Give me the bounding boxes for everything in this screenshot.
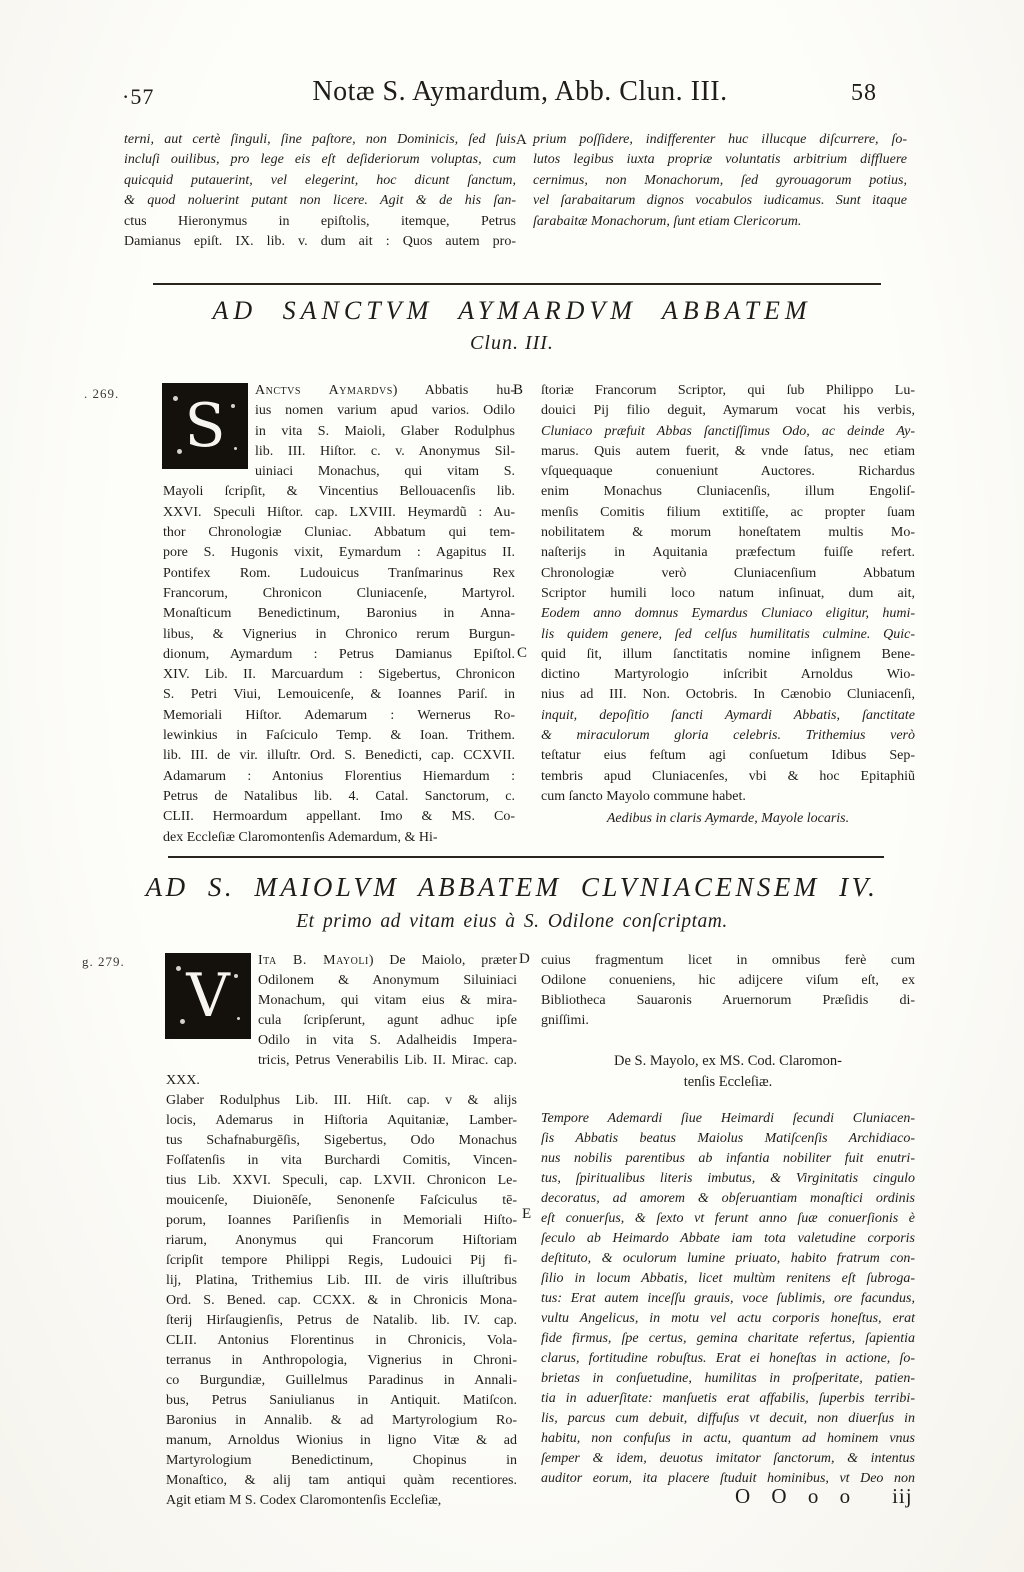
text-line: lij, Platina, Trithemius Lib. III. de viris illuſtribus xyxy=(166,1273,517,1288)
section-divider-rule xyxy=(168,856,884,858)
text-line: porum, Ioannes Pariſienſis in Memoriali Hiſto- xyxy=(166,1213,517,1228)
text-line: ſterij Hirſaugienſis, Petrus de Natalib. lib. IV. cap. xyxy=(166,1313,517,1328)
text-line: eſt conuerſus, & ſexto vt ferunt anno ſuæ conuerſionis è xyxy=(541,1211,915,1226)
ms-excerpt-paragraph xyxy=(541,1109,915,1489)
text-line: uiniaci Monachus, qui vitam S. xyxy=(255,464,515,480)
text-line: nius ad III. Non. Octobris. In Cænobio Cluniacenſi, xyxy=(541,687,915,703)
intro-left-column xyxy=(124,130,516,252)
text-line: locis, Ademarus in Hiſtoria Aquitaniæ, Lamber- xyxy=(166,1113,517,1128)
text-line: Ord. S. Bened. cap. CCXX. & in Chronicis Mona- xyxy=(166,1293,517,1308)
section2-right-column xyxy=(541,951,915,1489)
text-line: naſterijs in Aquitania præfectum fuiſſe refert. xyxy=(541,545,915,561)
text-line: Damianus epiſt. IX. lib. v. dum ait : Quos autem pro- xyxy=(124,234,516,250)
text-line: Francorum, Chronicon Cluniacenſe, Martyrol. xyxy=(163,585,515,601)
text-line: libus, & Vignerius in Chronico rerum Burgun- xyxy=(163,626,515,642)
text-line: nus nobilis parentibus ab infantia nobiliter fuit enutri- xyxy=(541,1151,915,1166)
text-line: cula ſcripſerunt, agunt adhuc ipſe xyxy=(258,1013,517,1028)
text-line: ſtoriæ Francorum Scriptor, qui ſub Philippo Lu- xyxy=(541,383,915,398)
text-line: tenſis Eccleſiæ. xyxy=(683,1074,773,1090)
section1-left-column xyxy=(163,381,515,848)
text-line: S. Petri Viui, Lemouicenſe, & Ioannes Pariſ. in xyxy=(163,687,515,703)
section-divider-rule xyxy=(153,283,881,285)
text-line: terni, aut certè ſinguli, ſine paſtore, non Dominicis, ſed ſuis xyxy=(124,132,516,147)
text-line: auditor eorum, ita placere ſtuduit hominibus, vt Deo non xyxy=(541,1471,915,1486)
column-marker-e: E xyxy=(522,1206,532,1222)
text-line: vultu Angelicus, in motu vel actu corporis honeſtus, erat xyxy=(541,1311,915,1326)
text-line: tus: Erat autem inceſſu grauis, voce ſublimis, ore facundus, xyxy=(541,1291,915,1306)
text-line: Tempore Ademardi ſiue Heimardi ſecundi Cluniacen- xyxy=(541,1111,915,1126)
epitaph-verse-line: Aedibus in claris Aymarde, Mayole locaris. xyxy=(606,811,850,827)
text-line: ſilio in locum Abbatis, licet multùm renitens eſt ſubroga- xyxy=(541,1271,915,1286)
column-marker-d: D xyxy=(519,951,530,967)
margin-note-269: . 269. xyxy=(84,386,120,401)
text-line: in vita S. Maioli, Glaber Rodulphus xyxy=(255,423,515,439)
ms-source-subheading xyxy=(541,1051,915,1093)
text-line: bus, Petrus Saniulianus in Antiquit. Matiſcon. xyxy=(166,1393,517,1408)
text-line: marus. Quis autem fuerit, & vnde ſatus, nec etiam xyxy=(541,443,915,459)
text-line: Baronius in Annalib. & ad Martyrologium Ro- xyxy=(166,1413,517,1428)
text-line: Ita B. Mayoli) De Maiolo, præter xyxy=(258,953,517,968)
drop-cap-initial-s xyxy=(163,384,247,468)
text-line: ſis Abbatis beatus Maiolus Matiſcenſis Archidiaco- xyxy=(541,1131,915,1146)
text-line: Memoriali Hiſtor. Ademarum : Wernerus Ro- xyxy=(163,707,515,723)
signature-line xyxy=(735,1484,913,1509)
text-line: lutos legibus iuxta propriæ voluntatis arbitrium diffluere xyxy=(533,152,907,168)
text-line: incluſi ouilibus, pro lege eis eſt deſideriorum voluptas, cum xyxy=(124,152,516,168)
text-line: Odilonem & Anonymum Siluiniaci xyxy=(258,973,517,988)
text-line: dex Eccleſiæ Claromontenſis Ademardum, & Hi- xyxy=(163,829,438,845)
text-line: Scriptor humili loco natum inſinuat, dum ait, xyxy=(541,585,915,601)
text-line: menſis Comitis filium extitiſſe, ac propter ſuam xyxy=(541,504,915,520)
text-line: Anctvs Aymardvs) Abbatis hu- xyxy=(255,383,515,398)
text-line: XXVI. Speculi Hiſtor. cap. LXVIII. Heymardũ : Au- xyxy=(163,504,515,520)
text-line: Odilo in vita S. Adalheidis Impera- xyxy=(258,1033,517,1048)
section1-heading: AD SANCTVM AYMARDVM ABBATEM xyxy=(212,296,812,325)
text-line: Eodem anno domnus Eymardus Cluniaco eligitur, humi- xyxy=(541,606,915,622)
column-marker-b: B xyxy=(513,382,524,398)
text-line: ſarabaitæ Monachorum, ſunt etiam Clericorum. xyxy=(533,213,802,229)
text-line: habitu, non confuſus in actu, quantum ad hominem vnus xyxy=(541,1431,915,1446)
text-line: Glaber Rodulphus Lib. III. Hiſt. cap. v & alijs xyxy=(166,1093,517,1108)
text-line: Martyrologium Benedictinum, Chopinus in xyxy=(166,1453,517,1468)
text-line: tricis, Petrus Venerabilis Lib. II. Mirac. cap. XXX. xyxy=(166,1053,517,1088)
section2-left-column xyxy=(166,951,517,1511)
text-line: Pontifex Rom. Ludouicus Tranſmarinus Rex xyxy=(163,565,515,581)
column-marker-a: A xyxy=(516,132,527,148)
text-line: gniſſimi. xyxy=(541,1013,589,1028)
text-line: deſtituto, & oculorum lumine priuato, habito fratrum con- xyxy=(541,1251,915,1266)
section2-subheading: Et primo ad vitam eius à S. Odilone conſcriptam. xyxy=(296,911,728,932)
text-line: Monaſticum Benedictinum, Baronius in Anna- xyxy=(163,606,515,622)
small-caps-lead: Ita B. Mayoli xyxy=(258,953,369,968)
text-line: tembris apud Cluniacenſes, vbi & hoc Epitaphiũ xyxy=(541,768,915,784)
text-line: Monachum, qui vitam eius & mira- xyxy=(258,993,517,1008)
text-line: ſcripſit tempore Philippi Regis, Ludouici Pij fi- xyxy=(166,1253,517,1268)
text-line: Petrus de Natalibus lib. 4. Catal. Sanctorum, c. xyxy=(163,788,515,804)
text-line: decoratus, ad amorem & obſeruantiam monaſtici ordinis xyxy=(541,1191,915,1206)
margin-note-279: g. 279. xyxy=(82,954,125,969)
dropcap-ornament xyxy=(234,974,238,978)
text-line: thor Chronologiæ Cluniac. Abbatum qui tem- xyxy=(163,525,515,541)
text-line: terranus in Anthropologia, Vignerius in Chroni- xyxy=(166,1353,517,1368)
text-line: Mayoli ſcripſit, & Vincentius Bellouacenſis lib. xyxy=(163,484,515,500)
running-title: Notæ S. Aymardum, Abb. Clun. III. xyxy=(312,76,728,107)
text-line: & quod noluerint putant non licere. Agit & de his ſan- xyxy=(124,193,516,209)
dropcap-ornament xyxy=(237,1017,240,1020)
page-number-left: ·57 xyxy=(122,84,155,109)
text-line: lib. III. Hiſtor. c. v. Anonymus Sil- xyxy=(255,443,515,459)
small-caps-lead: Anctvs Aymardvs xyxy=(255,383,393,398)
signature-number: iij xyxy=(892,1484,913,1508)
text-line: quid ſit, illum ſanctitatis nomine inſignem Bene- xyxy=(541,646,915,662)
text-line: tia in aduerſitate: manſuetis erat affabilis, ſuperbis terribi- xyxy=(541,1391,915,1406)
text-line: mouicenſe, Diuionēſe, Senonenſe Faſciculus tē- xyxy=(166,1193,517,1208)
text-line: vſquequaque conueniunt Auctores. Richardus xyxy=(541,464,915,480)
text-line: lewinkius in Faſciculo Temp. & Ioan. Trithem. xyxy=(163,728,515,744)
text-line: dictino Martyrologio inſcribit Arnoldus Wio- xyxy=(541,667,915,683)
text-line: Bibliotheca Sauaronis Aruernorum Præſidis di- xyxy=(541,993,915,1008)
text-line: CLII. Hermoardum appellant. Imo & MS. Co- xyxy=(163,809,515,825)
text-line: lis, parcus cum debuit, diffuſus vt decuit, non diuerſus in xyxy=(541,1411,915,1426)
gathering-signature: O O o o xyxy=(735,1484,859,1508)
text-line: Agit etiam M S. Codex Claromontenſis Eccleſiæ, xyxy=(166,1493,442,1508)
text-line: clarus, fortitudine robuſtus. Erat ei honeſtas in actione, ſo- xyxy=(541,1351,915,1366)
intro-right-column xyxy=(533,130,907,232)
text-line: manum, Arnoldus Wionius in ligno Vitæ & ad xyxy=(166,1433,517,1448)
text-line: ius nomen varium apud varios. Odilo xyxy=(255,403,515,419)
text-line: tus Schafnaburgēſis, Sigebertus, Odo Monachus xyxy=(166,1133,517,1148)
text-line: De S. Mayolo, ex MS. Cod. Claromon- xyxy=(614,1053,842,1069)
text-line: inquit, depoſitio ſancti Aymardi Abbatis, ſanctitate xyxy=(541,707,915,723)
text-line: prium poſſidere, indifferenter huc illucque diſcurrere, ſo- xyxy=(533,132,907,147)
text-line: cuius fragmentum licet in omnibus ferè cum xyxy=(541,953,915,968)
text-line: Cluniaco præfuit Abbas ſanctiſſimus Odo, ac deinde Ay- xyxy=(541,423,915,439)
page-number-right: 58 xyxy=(851,80,877,106)
text-line: teſtatur eius feſtum agi conſuetum Idibus Sep- xyxy=(541,748,915,764)
section2-heading: AD S. MAIOLVM ABBATEM CLVNIACENSEM IV. xyxy=(145,872,879,902)
text-line: tus, ſpiritualibus literis imbutus, & Virginitatis cingulo xyxy=(541,1171,915,1186)
text-line: CLII. Antonius Florentinus in Chronicis, Vola- xyxy=(166,1333,517,1348)
text-line: Foſſatenſis in vita Burchardi Comitis, Vincen- xyxy=(166,1153,517,1168)
text-line: ſeculo ab Heimardo Abbate iam tota valetudine corporis xyxy=(541,1231,915,1246)
drop-cap-letter: V xyxy=(186,961,230,1031)
dropcap-ornament xyxy=(177,449,182,454)
dropcap-ornament xyxy=(176,966,181,971)
text-line: cum ſancto Mayolo commune habet. xyxy=(541,788,746,804)
text-line: riarum, Anonymus qui Francorum Hiſtoriam xyxy=(166,1233,517,1248)
text-line: tius Lib. XXVI. Speculi, cap. LXVII. Chronicon Le- xyxy=(166,1173,517,1188)
text-line: cernimus, non Monachorum, ſed gyrouagorum potius, xyxy=(533,172,907,188)
text-line: lib. III. de vir. illuſtr. Ord. S. Benedicti, cap. CCXVII. xyxy=(163,748,515,764)
text-line: Odilone conueniens, hic adijcere viſum eſt, ex xyxy=(541,973,915,988)
text-line: dionum, Aymardum : Petrus Damianus Epiſtol. xyxy=(163,646,515,662)
text-line: fide firmus, ſpe certus, gemina charitate refertus, ſapientia xyxy=(541,1331,915,1346)
dropcap-ornament xyxy=(173,396,178,401)
drop-cap-initial-v xyxy=(166,954,250,1038)
text-line: & miraculorum gloria celebris. Trithemius verò xyxy=(541,728,915,744)
text-line: ſemper & idem, deuotus imitator ſanctorum, & intentus xyxy=(541,1451,915,1466)
text-line: Adamarum : Antonius Florentius Hiemardum : xyxy=(163,768,515,784)
text-line: brietas in conſuetudine, humilitas in proſperitate, patien- xyxy=(541,1371,915,1386)
text-line: quicquid putauerint, vel elegerint, hoc dicunt ſanctum, xyxy=(124,172,516,188)
text-line: nobilitatem & morum honeſtatem multis Mo- xyxy=(541,525,915,541)
drop-cap-letter: S xyxy=(184,390,226,461)
text-line: ctus Hieronymus in epiſtolis, itemque, Petrus xyxy=(124,213,516,229)
text-line: vel ſarabaitarum dignos vocabulos iudicamus. Sunt itaque xyxy=(533,193,907,209)
dropcap-ornament xyxy=(231,404,235,408)
dropcap-ornament xyxy=(180,1019,185,1024)
text-line: Chronologiæ verò Cluniacenſium Abbatum xyxy=(541,565,915,581)
text-line: enim Monachus Cluniacenſis, illum Engoliſ- xyxy=(541,484,915,500)
text-line: XIV. Lib. II. Marcuardum : Sigebertus, Chronicon xyxy=(163,667,515,683)
text-line: pore S. Hugonis vixit, Eymardum : Agapitus II. xyxy=(163,545,515,561)
section1-right-column xyxy=(541,381,915,830)
dropcap-ornament xyxy=(234,447,237,450)
column-marker-c: C xyxy=(517,645,528,661)
text-line: douici Pij filio deguit, Aymarum vocat his verbis, xyxy=(541,403,915,419)
section1-subheading: Clun. III. xyxy=(470,332,554,354)
text-line: co Burgundiæ, Guillelmus Paradinus in Annali- xyxy=(166,1373,517,1388)
text-line: Monaſtico, & alij tam antiqui quàm recentiores. xyxy=(166,1473,517,1488)
text-line: lis quidem genere, ſed celſus humilitatis culmine. Quic- xyxy=(541,626,915,642)
